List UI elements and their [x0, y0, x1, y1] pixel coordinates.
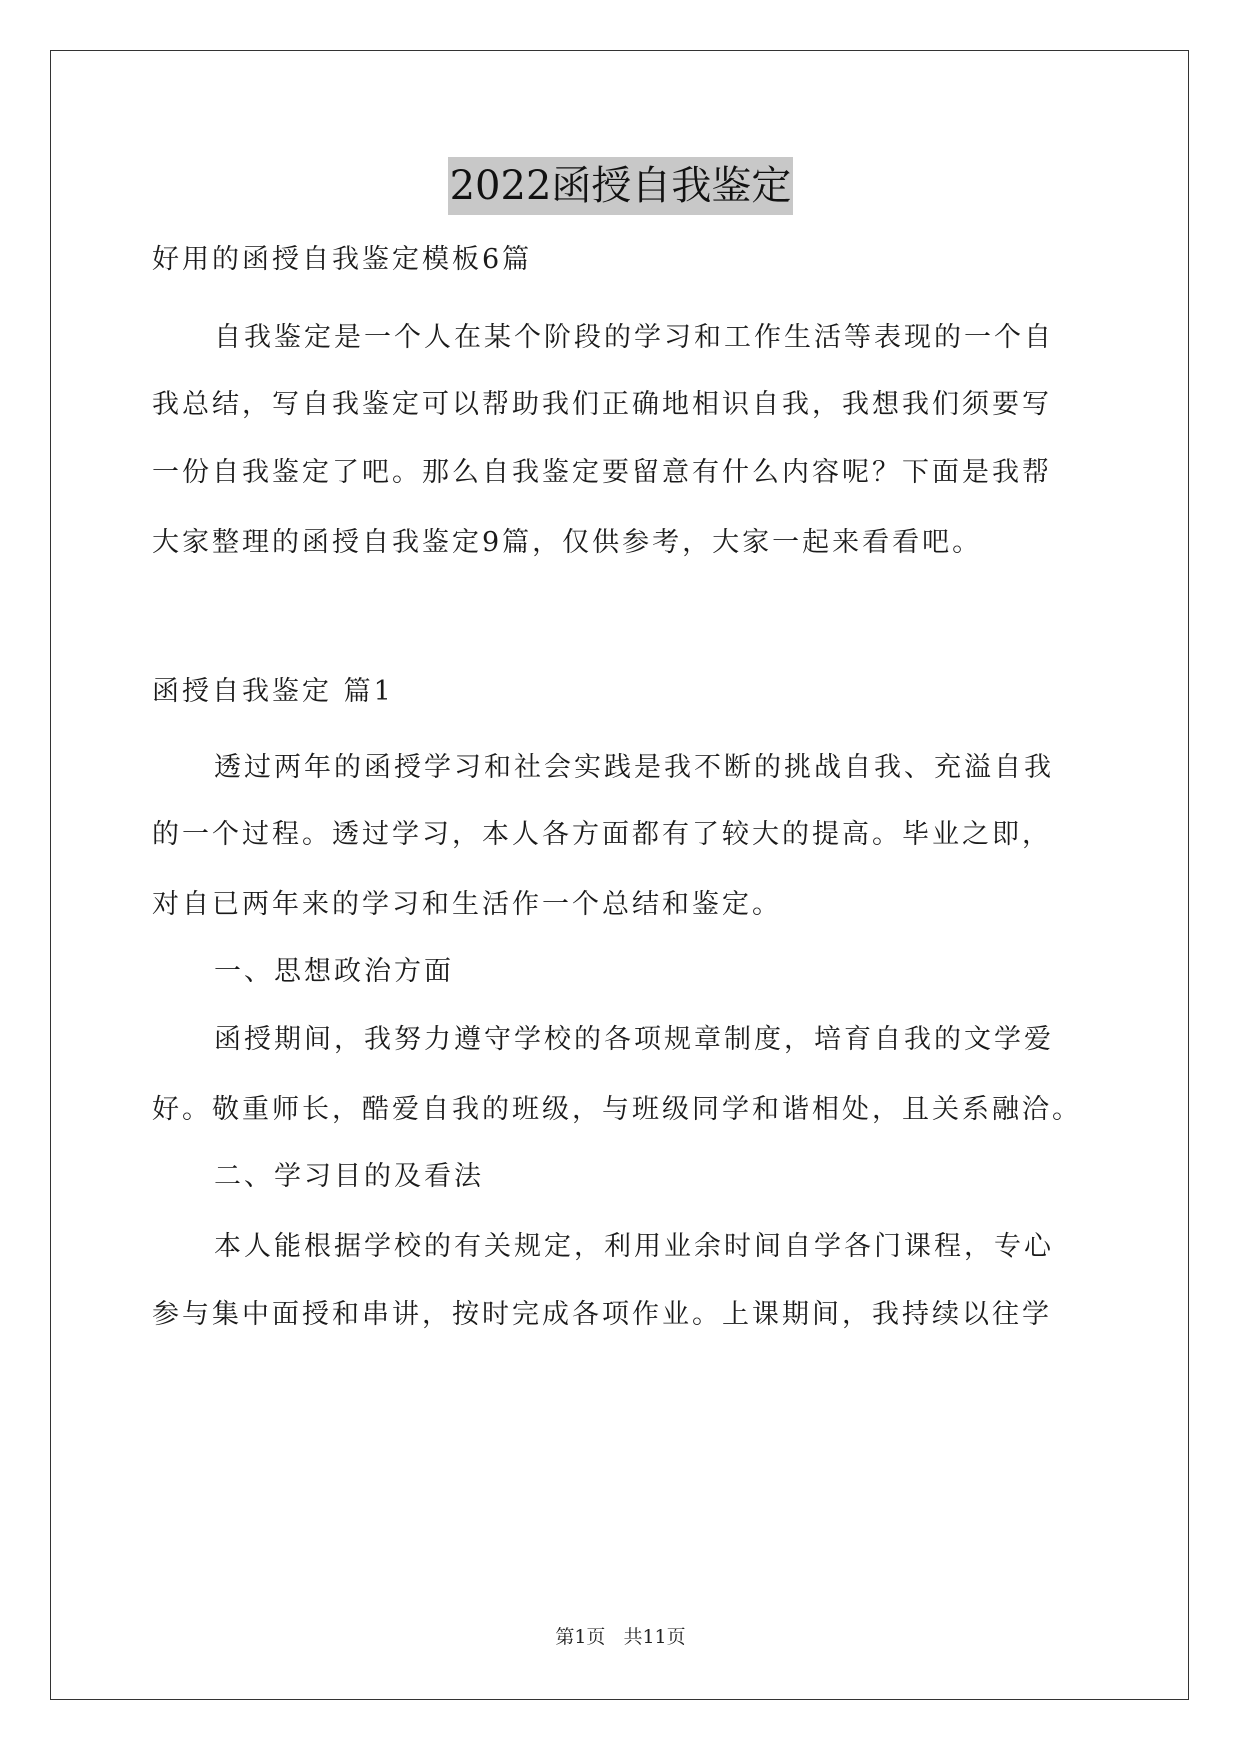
total-pages: 共11页	[623, 1626, 686, 1648]
document-subtitle: 好用的函授自我鉴定模板6篇	[152, 244, 533, 275]
document-title: 2022函授自我鉴定	[448, 157, 794, 215]
intro-line: 一份自我鉴定了吧。那么自我鉴定要留意有什么内容呢？下面是我帮	[152, 457, 1052, 488]
page-border	[50, 50, 1189, 1700]
section-line: 函授期间，我努力遵守学校的各项规章制度，培育自我的文学爱	[214, 1024, 1054, 1055]
intro-line: 自我鉴定是一个人在某个阶段的学习和工作生活等表现的一个自	[214, 322, 1054, 353]
section-line: 的一个过程。透过学习，本人各方面都有了较大的提高。毕业之即，	[152, 819, 1052, 850]
section-subheading: 二、学习目的及看法	[214, 1161, 484, 1192]
section-line: 透过两年的函授学习和社会实践是我不断的挑战自我、充溢自我	[214, 752, 1054, 783]
intro-line: 大家整理的函授自我鉴定9篇，仅供参考，大家一起来看看吧。	[152, 527, 983, 558]
section-line: 对自已两年来的学习和生活作一个总结和鉴定。	[152, 889, 782, 920]
section-line: 本人能根据学校的有关规定，利用业余时间自学各门课程，专心	[214, 1231, 1054, 1262]
title-container	[0, 157, 1241, 215]
intro-line: 我总结，写自我鉴定可以帮助我们正确地相识自我，我想我们须要写	[152, 389, 1052, 420]
page-footer	[0, 1622, 1241, 1649]
page-number: 第1页	[555, 1626, 606, 1648]
section-subheading: 一、思想政治方面	[214, 956, 454, 987]
section-line: 好。敬重师长，酷爱自我的班级，与班级同学和谐相处，且关系融洽。	[152, 1094, 1082, 1125]
section-line: 参与集中面授和串讲，按时完成各项作业。上课期间，我持续以往学	[152, 1299, 1052, 1330]
section-heading: 函授自我鉴定 篇1	[152, 676, 394, 707]
